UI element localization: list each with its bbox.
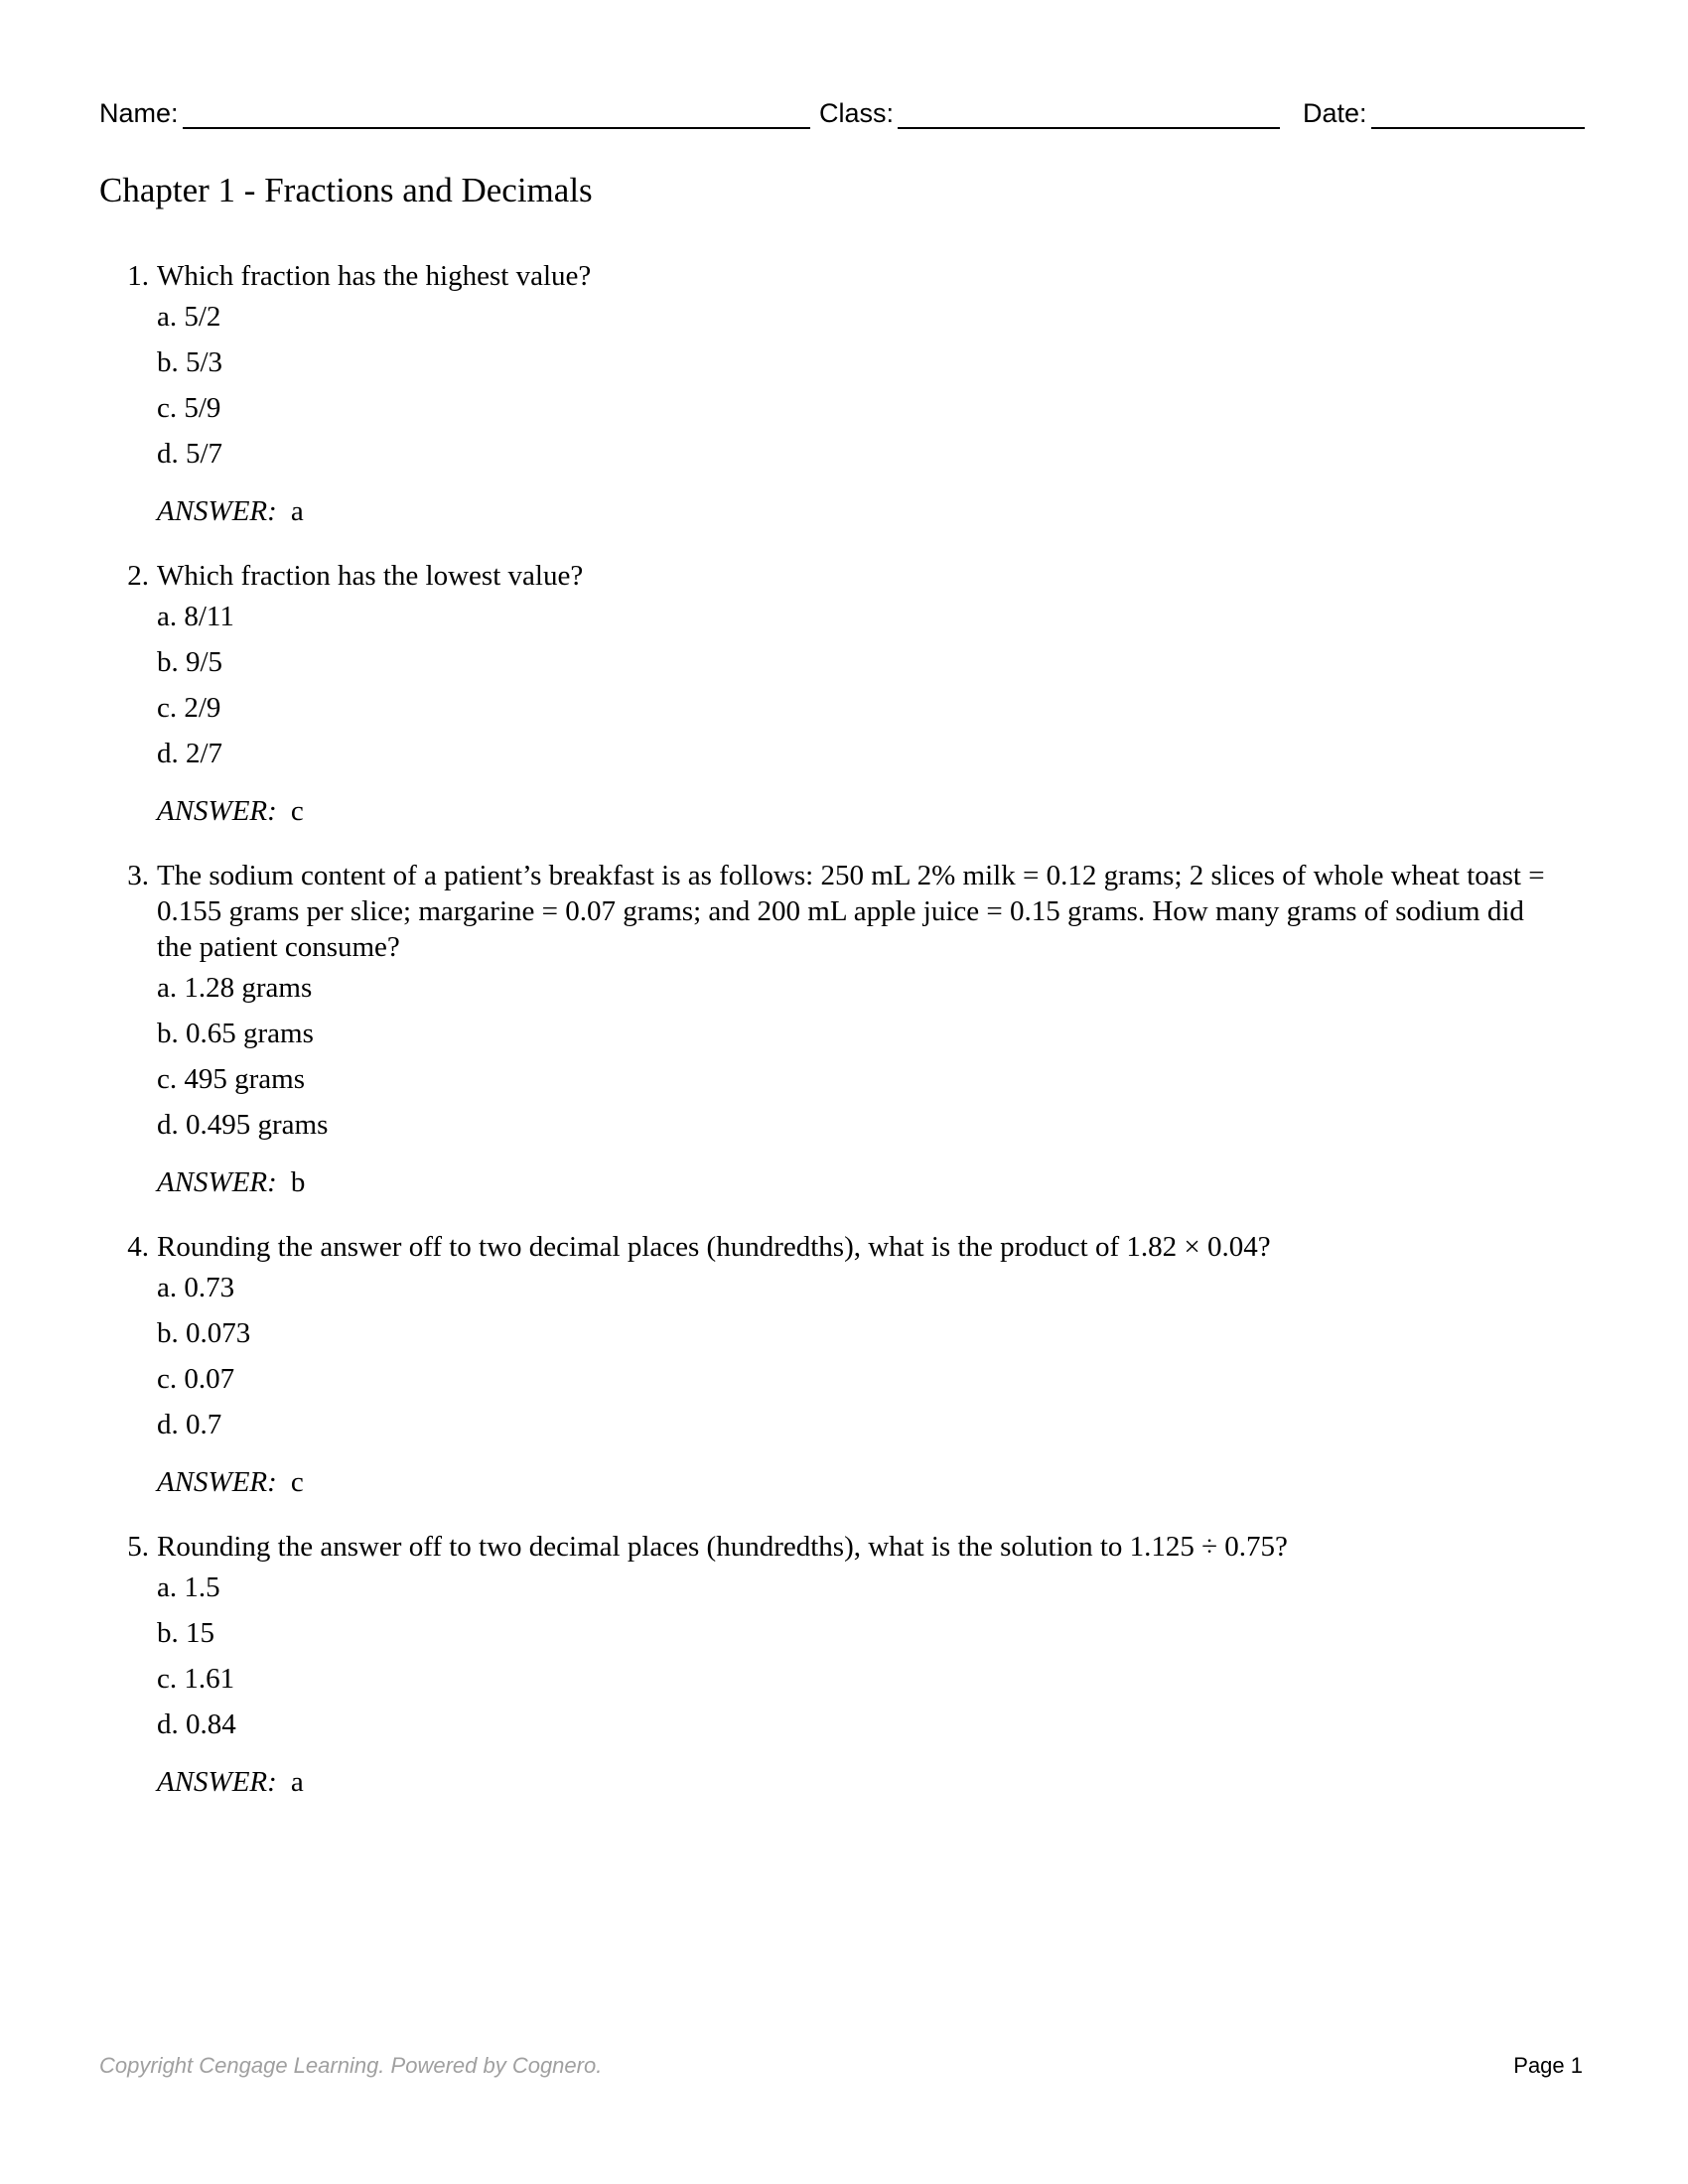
answer-label: ANSWER: (157, 795, 277, 827)
option-c: c. 5/9 (157, 392, 221, 424)
date-input-line[interactable] (1371, 97, 1585, 129)
option-c: c. 1.61 (157, 1663, 235, 1695)
question-1 (99, 258, 1549, 534)
class-label: Class: (819, 98, 895, 128)
class-input-line[interactable] (898, 97, 1280, 129)
answer-value: a (290, 495, 304, 527)
answer-line (157, 1160, 1549, 1205)
date-field[interactable] (1303, 97, 1585, 129)
class-field[interactable] (819, 97, 1280, 129)
question-text: The sodium content of a patient’s breakfast is as follows: 250 mL 2% milk = 0.12 grams; 2 slices of whole wheat toast = 0.155 grams per slice; margarine = 0.07 grams; and 200 mL apple juice = 0.15 grams. How many grams of sodium did the patient consume? (157, 860, 1545, 963)
option-a: a. 1.28 grams (157, 972, 313, 1004)
question-number: 2. (127, 560, 149, 592)
option-list (157, 965, 1549, 1148)
question-number: 5. (127, 1531, 149, 1563)
option-list (157, 294, 1549, 477)
copyright-text: Copyright Cengage Learning. Powered by Cognero. (99, 2053, 603, 2078)
question-list (99, 258, 1549, 1829)
name-field[interactable] (99, 97, 810, 129)
question-2 (99, 558, 1549, 834)
answer-label: ANSWER: (157, 495, 277, 527)
answer-line (157, 1459, 1549, 1505)
option-b: b. 0.65 grams (157, 1018, 314, 1049)
option-b: b. 0.073 (157, 1317, 251, 1349)
page-title: Chapter 1 - Fractions and Decimals (99, 171, 593, 209)
answer-value: c (290, 1466, 304, 1498)
question-number: 4. (127, 1231, 149, 1263)
question-text: Rounding the answer off to two decimal places (hundredths), what is the solution to 1.125 ÷ 0.75? (157, 1531, 1288, 1563)
option-d: d. 0.84 (157, 1708, 236, 1740)
answer-value: c (290, 795, 304, 827)
page-number: Page 1 (1513, 2053, 1583, 2078)
option-list (157, 594, 1549, 776)
answer-value: a (290, 1766, 304, 1798)
answer-label: ANSWER: (157, 1166, 277, 1198)
question-number: 3. (127, 860, 149, 891)
name-label: Name: (99, 98, 179, 128)
option-d: d. 2/7 (157, 738, 223, 769)
option-a: a. 5/2 (157, 301, 221, 333)
option-list (157, 1265, 1549, 1447)
answer-value: b (290, 1166, 306, 1198)
question-text: Which fraction has the lowest value? (157, 560, 584, 592)
option-c: c. 495 grams (157, 1063, 305, 1095)
option-c: c. 2/9 (157, 692, 221, 724)
option-d: d. 0.495 grams (157, 1109, 329, 1141)
question-text: Which fraction has the highest value? (157, 260, 592, 292)
option-c: c. 0.07 (157, 1363, 235, 1395)
option-b: b. 5/3 (157, 346, 223, 378)
question-text: Rounding the answer off to two decimal places (hundredths), what is the product of 1.82 × 0.04? (157, 1231, 1271, 1263)
answer-line (157, 1759, 1549, 1805)
question-4 (99, 1229, 1549, 1505)
question-3 (99, 858, 1549, 1205)
date-label: Date: (1303, 98, 1367, 128)
answer-label: ANSWER: (157, 1766, 277, 1798)
option-b: b. 15 (157, 1617, 214, 1649)
option-list (157, 1565, 1549, 1747)
question-number: 1. (127, 260, 149, 292)
option-b: b. 9/5 (157, 646, 223, 678)
option-d: d. 5/7 (157, 438, 223, 470)
option-a: a. 1.5 (157, 1571, 220, 1603)
option-a: a. 8/11 (157, 601, 234, 632)
name-input-line[interactable] (183, 97, 810, 129)
option-d: d. 0.7 (157, 1409, 222, 1440)
question-5 (99, 1529, 1549, 1805)
answer-label: ANSWER: (157, 1466, 277, 1498)
option-a: a. 0.73 (157, 1272, 235, 1303)
answer-line (157, 788, 1549, 834)
answer-line (157, 488, 1549, 534)
